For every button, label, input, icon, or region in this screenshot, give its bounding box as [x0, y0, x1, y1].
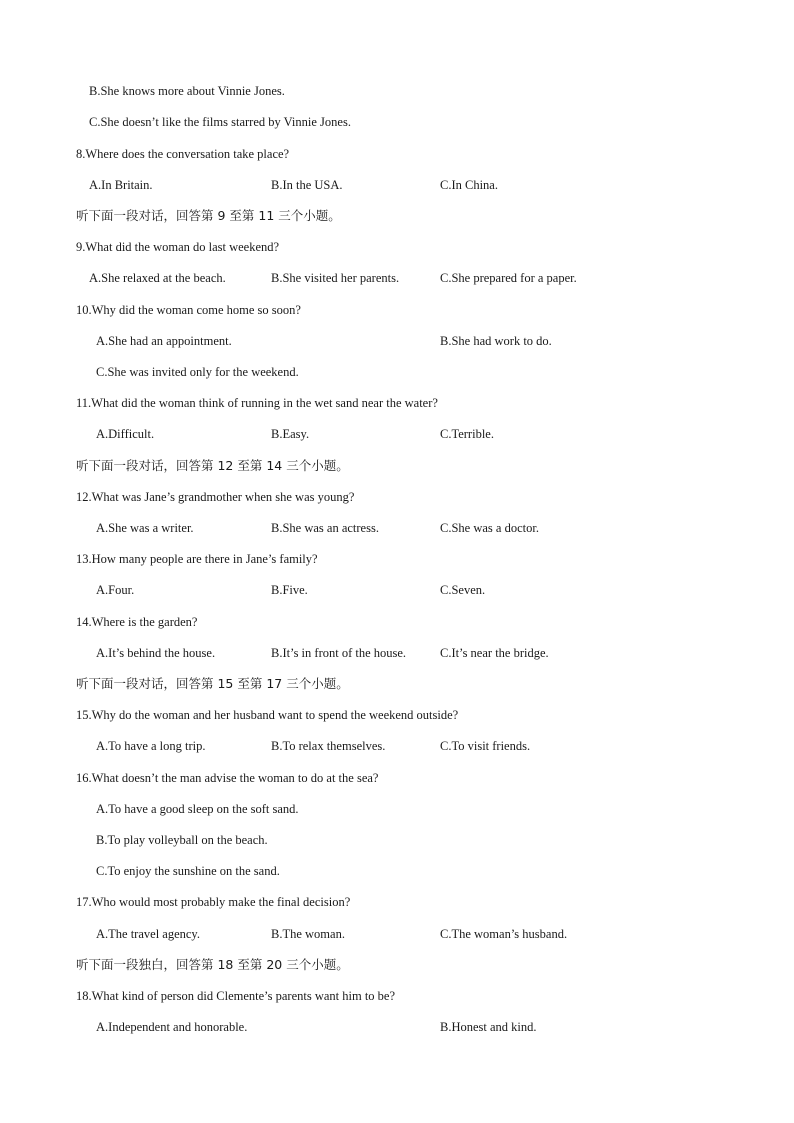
question-14: [0, 612, 794, 632]
question-text: 10.Why did the woman come home so soon?: [76, 303, 301, 317]
options-row: [0, 830, 794, 850]
options-row: [0, 424, 794, 444]
question-13: [0, 549, 794, 569]
question-11: [0, 393, 794, 413]
option-a: A.To have a good sleep on the soft sand.: [96, 802, 299, 816]
option-a: A.Difficult.: [96, 427, 155, 441]
question-12: [0, 487, 794, 507]
option-c: C.Terrible.: [440, 427, 494, 441]
options-row: [0, 362, 794, 382]
option-b: B.It’s in front of the house.: [271, 646, 407, 660]
section-heading: 听下面一段对话，回答第 15 至第 17 三个小题。: [76, 676, 349, 691]
options-row: [0, 175, 794, 195]
option-a: A.To have a long trip.: [96, 739, 206, 753]
option-c: C.She was invited only for the weekend.: [96, 365, 299, 379]
option-c: C.To enjoy the sunshine on the sand.: [96, 864, 280, 878]
option-a: A.Independent and honorable.: [96, 1020, 248, 1034]
question-text: 9.What did the woman do last weekend?: [76, 240, 280, 254]
option-a: A.She was a writer.: [96, 521, 194, 535]
option-c: C.Seven.: [440, 583, 486, 597]
option-a: A.She had an appointment.: [96, 334, 232, 348]
option-row: [0, 112, 794, 132]
option-b: B.She was an actress.: [271, 521, 379, 535]
option-b: B.She visited her parents.: [271, 271, 400, 285]
option-b: B.In the USA.: [271, 178, 343, 192]
question-16: [0, 768, 794, 788]
options-row: [0, 268, 794, 288]
option-b: B.To relax themselves.: [271, 739, 386, 753]
option-b: B.To play volleyball on the beach.: [96, 833, 268, 847]
option-c: C.She doesn’t like the films starred by Vinnie Jones.: [89, 115, 351, 129]
question-text: 15.Why do the woman and her husband want to spend the weekend outside?: [76, 708, 459, 722]
options-row: [0, 924, 794, 944]
question-17: [0, 892, 794, 912]
question-15: [0, 705, 794, 725]
option-c: C.In China.: [440, 178, 498, 192]
options-row: [0, 580, 794, 600]
option-c: C.She was a doctor.: [440, 521, 539, 535]
option-a: A.Four.: [96, 583, 135, 597]
options-row: [0, 799, 794, 819]
question-text: 13.How many people are there in Jane’s family?: [76, 552, 318, 566]
section-heading: 听下面一段独白，回答第 18 至第 20 三个小题。: [76, 957, 349, 972]
option-b: B.Easy.: [271, 427, 310, 441]
question-18: [0, 986, 794, 1006]
question-text: 12.What was Jane’s grandmother when she was young?: [76, 490, 355, 504]
question-text: 16.What doesn’t the man advise the woman to do at the sea?: [76, 771, 379, 785]
question-text: 8.Where does the conversation take place?: [76, 147, 290, 161]
option-b: B.Honest and kind.: [440, 1020, 537, 1034]
question-text: 11.What did the woman think of running in the wet sand near the water?: [76, 396, 438, 410]
question-text: 17.Who would most probably make the final decision?: [76, 895, 351, 909]
option-a: A.She relaxed at the beach.: [89, 271, 226, 285]
question-9: [0, 237, 794, 257]
option-a: A.The travel agency.: [96, 927, 200, 941]
question-10: [0, 300, 794, 320]
option-c: C.It’s near the bridge.: [440, 646, 549, 660]
option-c: C.The woman’s husband.: [440, 927, 568, 941]
options-row: [0, 331, 794, 351]
option-a: A.In Britain.: [89, 178, 153, 192]
section-heading: 听下面一段对话，回答第 9 至第 11 三个小题。: [76, 208, 341, 223]
option-c: C.She prepared for a paper.: [440, 271, 577, 285]
option-row: [0, 81, 794, 101]
option-b: B.She had work to do.: [440, 334, 552, 348]
options-row: [0, 736, 794, 756]
option-a: A.It’s behind the house.: [96, 646, 216, 660]
option-b: B.The woman.: [271, 927, 345, 941]
options-row: [0, 861, 794, 881]
question-text: 14.Where is the garden?: [76, 615, 198, 629]
section-heading: 听下面一段对话，回答第 12 至第 14 三个小题。: [76, 458, 349, 473]
options-row: [0, 1017, 794, 1037]
options-row: [0, 518, 794, 538]
question-8: [0, 144, 794, 164]
option-b: B.She knows more about Vinnie Jones.: [89, 84, 285, 98]
options-row: [0, 643, 794, 663]
question-text: 18.What kind of person did Clemente’s parents want him to be?: [76, 989, 396, 1003]
option-c: C.To visit friends.: [440, 739, 531, 753]
option-b: B.Five.: [271, 583, 308, 597]
